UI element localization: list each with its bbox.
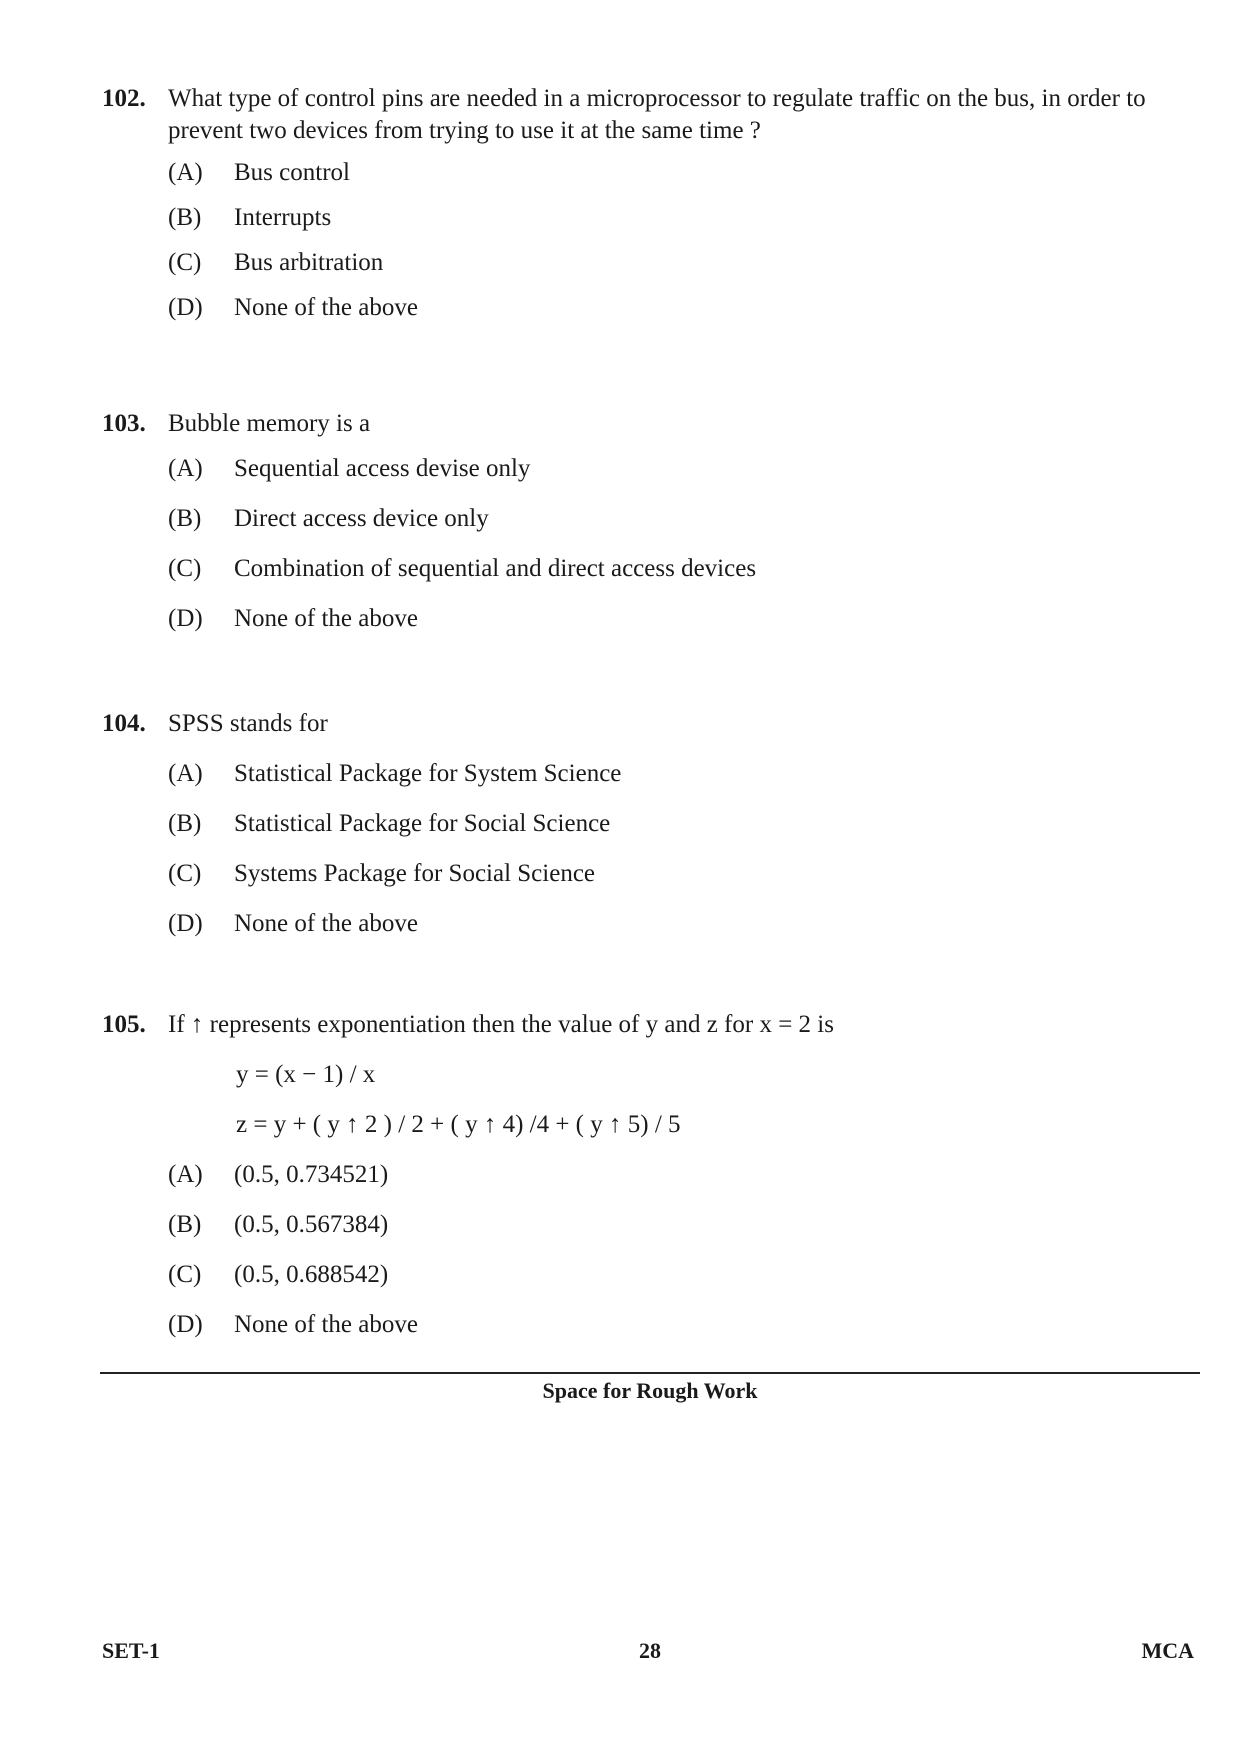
option-d bbox=[168, 1309, 1202, 1341]
option-c bbox=[168, 1259, 1202, 1291]
option-b bbox=[168, 808, 1202, 840]
option-label: (A) bbox=[168, 159, 203, 186]
option-d bbox=[168, 292, 1202, 324]
rough-work-label: Space for Rough Work bbox=[542, 1378, 758, 1403]
option-text: None of the above bbox=[234, 910, 418, 937]
footer-subject: MCA bbox=[1141, 1638, 1194, 1663]
question-text: Bubble memory is a bbox=[168, 410, 371, 437]
option-label: (C) bbox=[168, 555, 202, 582]
option-a bbox=[168, 1159, 1202, 1191]
footer-page-number: 28 bbox=[639, 1638, 661, 1663]
footer-set: SET-1 bbox=[102, 1638, 160, 1663]
option-label: (A) bbox=[168, 1161, 203, 1188]
option-text: Bus arbitration bbox=[234, 249, 384, 276]
question-103 bbox=[102, 408, 1202, 635]
option-a bbox=[168, 157, 1202, 189]
question-text: What type of control pins are needed in a microprocessor to regulate traffic on the bus, in order to prevent two devices from trying to use it at the same time ? bbox=[168, 85, 1146, 144]
formula-y: y = (x − 1) / x bbox=[236, 1061, 376, 1088]
option-c bbox=[168, 553, 1202, 585]
option-label: (D) bbox=[168, 605, 203, 632]
option-text: Sequential access devise only bbox=[234, 455, 531, 482]
option-text: Interrupts bbox=[234, 204, 332, 231]
option-text: Direct access device only bbox=[234, 505, 489, 532]
option-label: (C) bbox=[168, 249, 202, 276]
option-d bbox=[168, 908, 1202, 940]
option-b bbox=[168, 1209, 1202, 1241]
option-label: (C) bbox=[168, 1261, 202, 1288]
option-text: Systems Package for Social Science bbox=[234, 860, 596, 887]
question-number: 104. bbox=[102, 710, 146, 737]
question-104 bbox=[102, 708, 1202, 940]
option-label: (D) bbox=[168, 910, 203, 937]
option-a bbox=[168, 453, 1202, 485]
option-b bbox=[168, 202, 1202, 234]
option-label: (A) bbox=[168, 455, 203, 482]
option-a bbox=[168, 758, 1202, 790]
question-105 bbox=[102, 1009, 1202, 1341]
question-stem bbox=[102, 708, 1202, 740]
question-text: If ↑ represents exponentiation then the value of y and z for x = 2 is bbox=[168, 1011, 834, 1038]
option-label: (C) bbox=[168, 860, 202, 887]
option-text: (0.5, 0.734521) bbox=[234, 1161, 389, 1188]
option-b bbox=[168, 503, 1202, 535]
option-text: Statistical Package for System Science bbox=[234, 760, 622, 787]
option-label: (D) bbox=[168, 1311, 203, 1338]
divider-line bbox=[100, 1372, 1200, 1374]
option-label: (B) bbox=[168, 204, 202, 231]
option-label: (A) bbox=[168, 760, 203, 787]
option-text: Bus control bbox=[234, 159, 350, 186]
option-c bbox=[168, 247, 1202, 279]
option-c bbox=[168, 858, 1202, 890]
option-text: (0.5, 0.567384) bbox=[234, 1211, 389, 1238]
option-text: Statistical Package for Social Science bbox=[234, 810, 611, 837]
option-label: (D) bbox=[168, 294, 203, 321]
question-stem bbox=[102, 408, 1202, 440]
question-number: 102. bbox=[102, 85, 146, 112]
formula-z: z = y + ( y ↑ 2 ) / 2 + ( y ↑ 4) /4 + ( y ↑ 5) / 5 bbox=[236, 1111, 681, 1138]
option-text: Combination of sequential and direct access devices bbox=[234, 555, 757, 582]
question-number: 105. bbox=[102, 1011, 146, 1038]
option-text: None of the above bbox=[234, 605, 418, 632]
option-label: (B) bbox=[168, 1211, 202, 1238]
option-d bbox=[168, 603, 1202, 635]
question-stem bbox=[102, 83, 1202, 147]
question-text: SPSS stands for bbox=[168, 710, 328, 737]
option-text: (0.5, 0.688542) bbox=[234, 1261, 389, 1288]
question-stem bbox=[102, 1009, 1202, 1041]
option-label: (B) bbox=[168, 505, 202, 532]
question-102 bbox=[102, 83, 1202, 324]
option-label: (B) bbox=[168, 810, 202, 837]
question-number: 103. bbox=[102, 410, 146, 437]
option-text: None of the above bbox=[234, 1311, 418, 1338]
option-text: None of the above bbox=[234, 294, 418, 321]
